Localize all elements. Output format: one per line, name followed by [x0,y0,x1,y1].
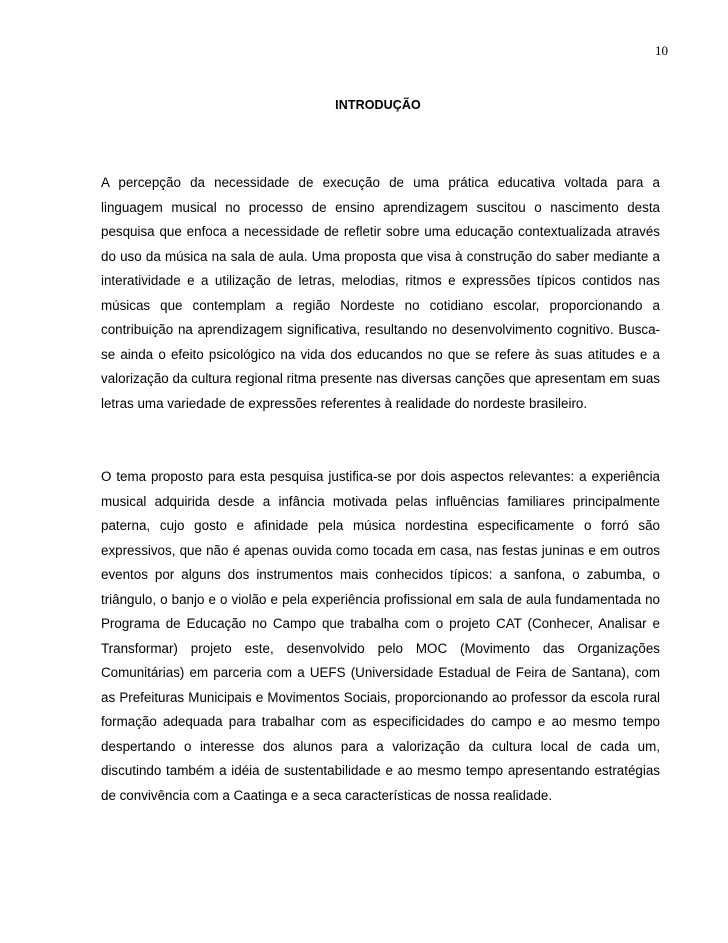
paragraph-2: O tema proposto para esta pesquisa justifica-se por dois aspectos relevantes: a experiência musical adquirida desde a infância motivada pelas influências familiares principalmente paterna, cujo gosto e afinidade pela música nordestina especificamente o forró são expressivos, que não é apenas ouvida como tocada em casa, nas festas juninas e em outros eventos por alguns dos instrumentos mais conhecidos típicos: a sanfona, o zabumba, o triângulo, o banjo e o violão e pela experiência profissional em sala de aula fundamentada no Programa de Educação no Campo que trabalha com o projeto CAT (Conhecer, Analisar e Transformar) projeto este, desenvolvido pelo MOC (Movimento das Organizações Comunitárias) em parceria com a UEFS (Universidade Estadual de Feira de Santana), com as Prefeituras Municipais e Movimentos Sociais, proporcionando ao professor da escola rural formação adequada para trabalhar com as especificidades do campo e ao mesmo tempo despertando o interesse dos alunos para a valorização da cultura local de cada um, discutindo também a idéia de sustentabilidade e ao mesmo tempo apresentando estratégias de convivência com a Caatinga e a seca características de nossa realidade. [101,469,660,803]
section-title: INTRODUÇÃO [335,98,421,112]
paragraph-1: A percepção da necessidade de execução de uma prática educativa voltada para a linguagem musical no processo de ensino aprendizagem suscitou o nascimento desta pesquisa que enfoca a necessidade de refletir sobre uma educação contextualizada através do uso da música na sala de aula. Uma proposta que visa à construção do saber mediante a interatividade e a utilização de letras, melodias, ritmos e expressões típicos contidos nas músicas que contemplam a região Nordeste no cotidiano escolar, proporcionando a contribuição na aprendizagem significativa, resultando no desenvolvimento cognitivo. Busca-se ainda o efeito psicológico na vida dos educandos no que se refere às suas atitudes e a valorização da cultura regional ritma presente nas diversas canções que apresentam em suas letras uma variedade de expressões referentes à realidade do nordeste brasileiro. [101,175,660,411]
page-number: 10 [655,43,668,58]
